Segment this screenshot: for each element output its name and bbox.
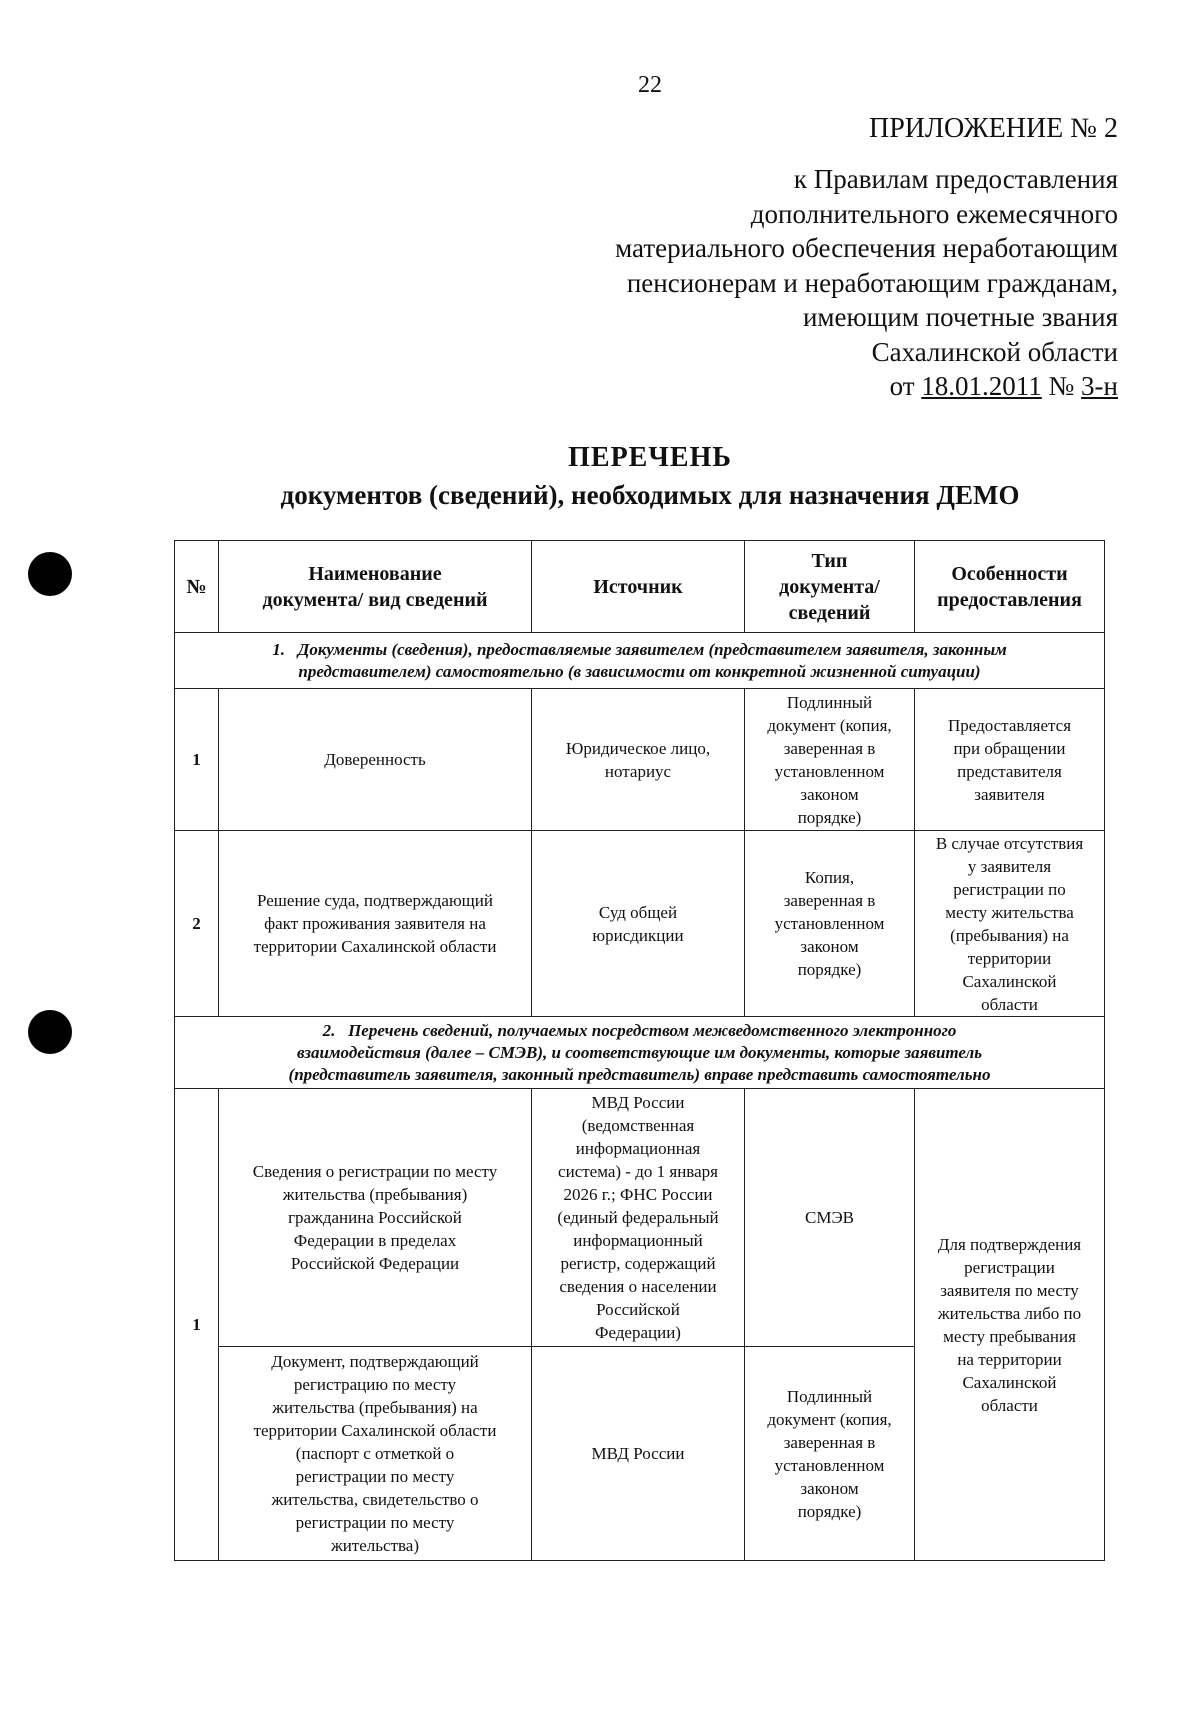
cell-line: СМЭВ bbox=[804, 1208, 855, 1227]
cell-line: при обращении bbox=[953, 738, 1066, 758]
cell-line: регистрации по месту bbox=[295, 1513, 455, 1532]
cell-line: представителя bbox=[957, 761, 1062, 781]
appendix-line: Сахалинской области bbox=[871, 336, 1118, 367]
cell-source bbox=[532, 689, 745, 831]
cell-line: Юридическое лицо, bbox=[565, 738, 711, 758]
cell-line: Подлинный bbox=[786, 692, 873, 712]
cell-line: жительства (пребывания) на bbox=[272, 1398, 478, 1417]
cell-features bbox=[915, 689, 1105, 831]
row-number: 2 bbox=[175, 831, 219, 1017]
cell-line: МВД России bbox=[591, 1093, 685, 1112]
appendix-line: к Правилам предоставления bbox=[793, 164, 1118, 194]
cell-line: нотариус bbox=[604, 761, 672, 781]
punch-hole bbox=[28, 1010, 72, 1054]
cell-line: Копия, bbox=[804, 868, 855, 887]
cell-line: МВД России bbox=[591, 1444, 685, 1463]
section-line bbox=[185, 1020, 1094, 1042]
cell-type bbox=[745, 1347, 915, 1561]
appendix-text bbox=[615, 162, 1118, 404]
cell-line: жительства, свидетельство о bbox=[271, 1490, 479, 1509]
cell-line: законом bbox=[800, 937, 859, 956]
cell-line: установленном bbox=[774, 1455, 885, 1475]
cell-line: Доверенность bbox=[324, 750, 426, 769]
page-number: 22 bbox=[638, 72, 662, 98]
appendix-line: пенсионерам и неработающим гражданам, bbox=[626, 267, 1118, 298]
section-number: 2. bbox=[322, 1020, 336, 1040]
cell-line: (ведомственная bbox=[581, 1116, 695, 1135]
header-line: документа/ вид сведений bbox=[262, 588, 488, 611]
cell-line: порядке) bbox=[797, 807, 862, 827]
header-line: Особенности bbox=[951, 562, 1068, 585]
cell-line: порядке) bbox=[797, 1501, 862, 1521]
cell-line: Сведения о регистрации по месту bbox=[252, 1162, 498, 1181]
cell-features bbox=[915, 1089, 1105, 1561]
header-line: предоставления bbox=[937, 588, 1082, 611]
cell-source bbox=[532, 1347, 745, 1561]
section-line: взаимодействия (далее – СМЭВ), и соответствующие им документы, которые заявитель bbox=[296, 1042, 983, 1062]
section-line bbox=[185, 639, 1094, 661]
section-text: Документы (сведения), предоставляемые заявителем (представителем заявителя, законным bbox=[297, 639, 1007, 659]
cell-line: гражданина Российской bbox=[288, 1208, 462, 1227]
cell-line: Документ, подтверждающий bbox=[271, 1352, 479, 1371]
cell-line: Российской Федерации bbox=[290, 1254, 460, 1273]
cell-name bbox=[219, 689, 532, 831]
cell-line: месту жительства bbox=[945, 902, 1074, 922]
section-number: 1. bbox=[272, 639, 285, 659]
table-row bbox=[175, 1089, 1105, 1347]
header-line: документа/ bbox=[779, 575, 880, 598]
cell-line: жительства (пребывания) bbox=[282, 1185, 468, 1204]
cell-line: заверенная в bbox=[783, 891, 876, 910]
section-row bbox=[175, 1017, 1105, 1089]
document-title: ПЕРЕЧЕНЬ bbox=[568, 442, 732, 473]
cell-line: информационный bbox=[573, 1231, 703, 1250]
section-row bbox=[175, 633, 1105, 689]
cell-name bbox=[219, 1347, 532, 1561]
cell-source bbox=[532, 831, 745, 1017]
cell-line: законом bbox=[800, 1478, 859, 1498]
cell-line: факт проживания заявителя на bbox=[264, 914, 486, 933]
cell-line: регистрации по bbox=[953, 879, 1066, 899]
header-source: Источник bbox=[532, 541, 745, 633]
appendix-date-line bbox=[615, 369, 1118, 404]
date-prefix: от bbox=[889, 371, 915, 401]
cell-line: Сахалинской bbox=[962, 1372, 1057, 1392]
table-row bbox=[175, 689, 1105, 831]
cell-type bbox=[745, 689, 915, 831]
cell-line: Федерации) bbox=[595, 1323, 681, 1342]
section-line: (представитель заявителя, законный представитель) вправе представить самостоятельно bbox=[288, 1064, 991, 1084]
cell-type bbox=[745, 831, 915, 1017]
cell-line: Подлинный bbox=[786, 1386, 873, 1406]
cell-line: Федерации в пределах bbox=[293, 1231, 457, 1250]
cell-line: регистрацию по месту bbox=[293, 1375, 457, 1394]
cell-line: территории bbox=[967, 948, 1052, 968]
cell-line: юрисдикции bbox=[592, 925, 684, 945]
cell-line: месту пребывания bbox=[943, 1326, 1076, 1346]
header-line: Наименование bbox=[308, 562, 442, 585]
appendix-line: материального обеспечения неработающим bbox=[615, 233, 1118, 263]
cell-line: установленном bbox=[774, 761, 885, 781]
cell-line: регистр, содержащий bbox=[560, 1254, 716, 1273]
cell-line: заявителя bbox=[974, 784, 1045, 804]
header-name bbox=[219, 541, 532, 633]
cell-line: система) - до 1 января bbox=[558, 1162, 718, 1181]
section-1-heading bbox=[175, 633, 1105, 689]
cell-line: Предоставляется bbox=[947, 715, 1072, 735]
cell-line: жительства) bbox=[330, 1536, 420, 1555]
cell-line: Для подтверждения bbox=[937, 1234, 1082, 1254]
documents-table bbox=[174, 540, 1105, 1561]
table-row bbox=[175, 831, 1105, 1017]
row-number: 1 bbox=[175, 1089, 219, 1561]
cell-line: Решение суда, подтверждающий bbox=[257, 891, 493, 910]
cell-line: территории Сахалинской области bbox=[253, 937, 497, 956]
cell-line: Российской bbox=[596, 1300, 680, 1319]
cell-line: порядке) bbox=[797, 960, 862, 979]
cell-name bbox=[219, 831, 532, 1017]
cell-line: заявителя по месту bbox=[940, 1280, 1079, 1300]
cell-line: (паспорт с отметкой о bbox=[295, 1444, 455, 1463]
number-prefix: № bbox=[1048, 371, 1075, 401]
document-subtitle: документов (сведений), необходимых для назначения ДЕМО bbox=[280, 480, 1020, 510]
cell-line: (пребывания) на bbox=[950, 925, 1069, 945]
section-line: представителем) самостоятельно (в зависимости от конкретной жизненной ситуации) bbox=[298, 661, 981, 681]
cell-type bbox=[745, 1089, 915, 1347]
cell-line: территории Сахалинской области bbox=[253, 1421, 497, 1440]
cell-line: на территории bbox=[957, 1349, 1062, 1369]
cell-name bbox=[219, 1089, 532, 1347]
cell-line: заверенная в bbox=[783, 1432, 876, 1452]
cell-source bbox=[532, 1089, 745, 1347]
cell-line: документ (копия, bbox=[767, 1409, 892, 1429]
cell-line: документ (копия, bbox=[767, 715, 892, 735]
cell-line: заверенная в bbox=[783, 738, 876, 758]
appendix-line: дополнительного ежемесячного bbox=[750, 198, 1118, 229]
cell-line: жительства либо по bbox=[937, 1303, 1082, 1323]
cell-line: информационная bbox=[575, 1139, 701, 1158]
header-line: Тип bbox=[811, 549, 848, 572]
cell-line: 2026 г.; ФНС России bbox=[563, 1185, 713, 1204]
cell-line: В случае отсутствия bbox=[935, 833, 1084, 853]
cell-line: законом bbox=[800, 784, 859, 804]
cell-line: (единый федеральный bbox=[557, 1208, 719, 1227]
appendix-date: 18.01.2011 bbox=[921, 371, 1042, 401]
cell-line: установленном bbox=[774, 914, 885, 933]
header-type bbox=[745, 541, 915, 633]
cell-line: регистрации bbox=[964, 1257, 1055, 1277]
cell-line: Суд общей bbox=[598, 902, 678, 922]
appendix-title: ПРИЛОЖЕНИЕ № 2 bbox=[869, 113, 1118, 144]
cell-line: у заявителя bbox=[967, 856, 1052, 876]
header-num: № bbox=[175, 541, 219, 633]
appendix-number: 3-н bbox=[1081, 371, 1118, 401]
section-text: Перечень сведений, получаемых посредством межведомственного электронного bbox=[348, 1020, 957, 1040]
cell-line: Сахалинской bbox=[962, 971, 1057, 991]
row-number: 1 bbox=[175, 689, 219, 831]
appendix-line: имеющим почетные звания bbox=[802, 302, 1118, 332]
cell-line: области bbox=[981, 994, 1038, 1014]
header-line: сведений bbox=[788, 601, 871, 624]
section-2-heading bbox=[175, 1017, 1105, 1089]
cell-line: области bbox=[981, 1395, 1038, 1415]
cell-line: сведения о населении bbox=[559, 1277, 717, 1296]
punch-hole bbox=[28, 552, 72, 596]
header-features bbox=[915, 541, 1105, 633]
cell-line: регистрации по месту bbox=[295, 1467, 455, 1486]
table-header-row bbox=[175, 541, 1105, 633]
cell-features bbox=[915, 831, 1105, 1017]
